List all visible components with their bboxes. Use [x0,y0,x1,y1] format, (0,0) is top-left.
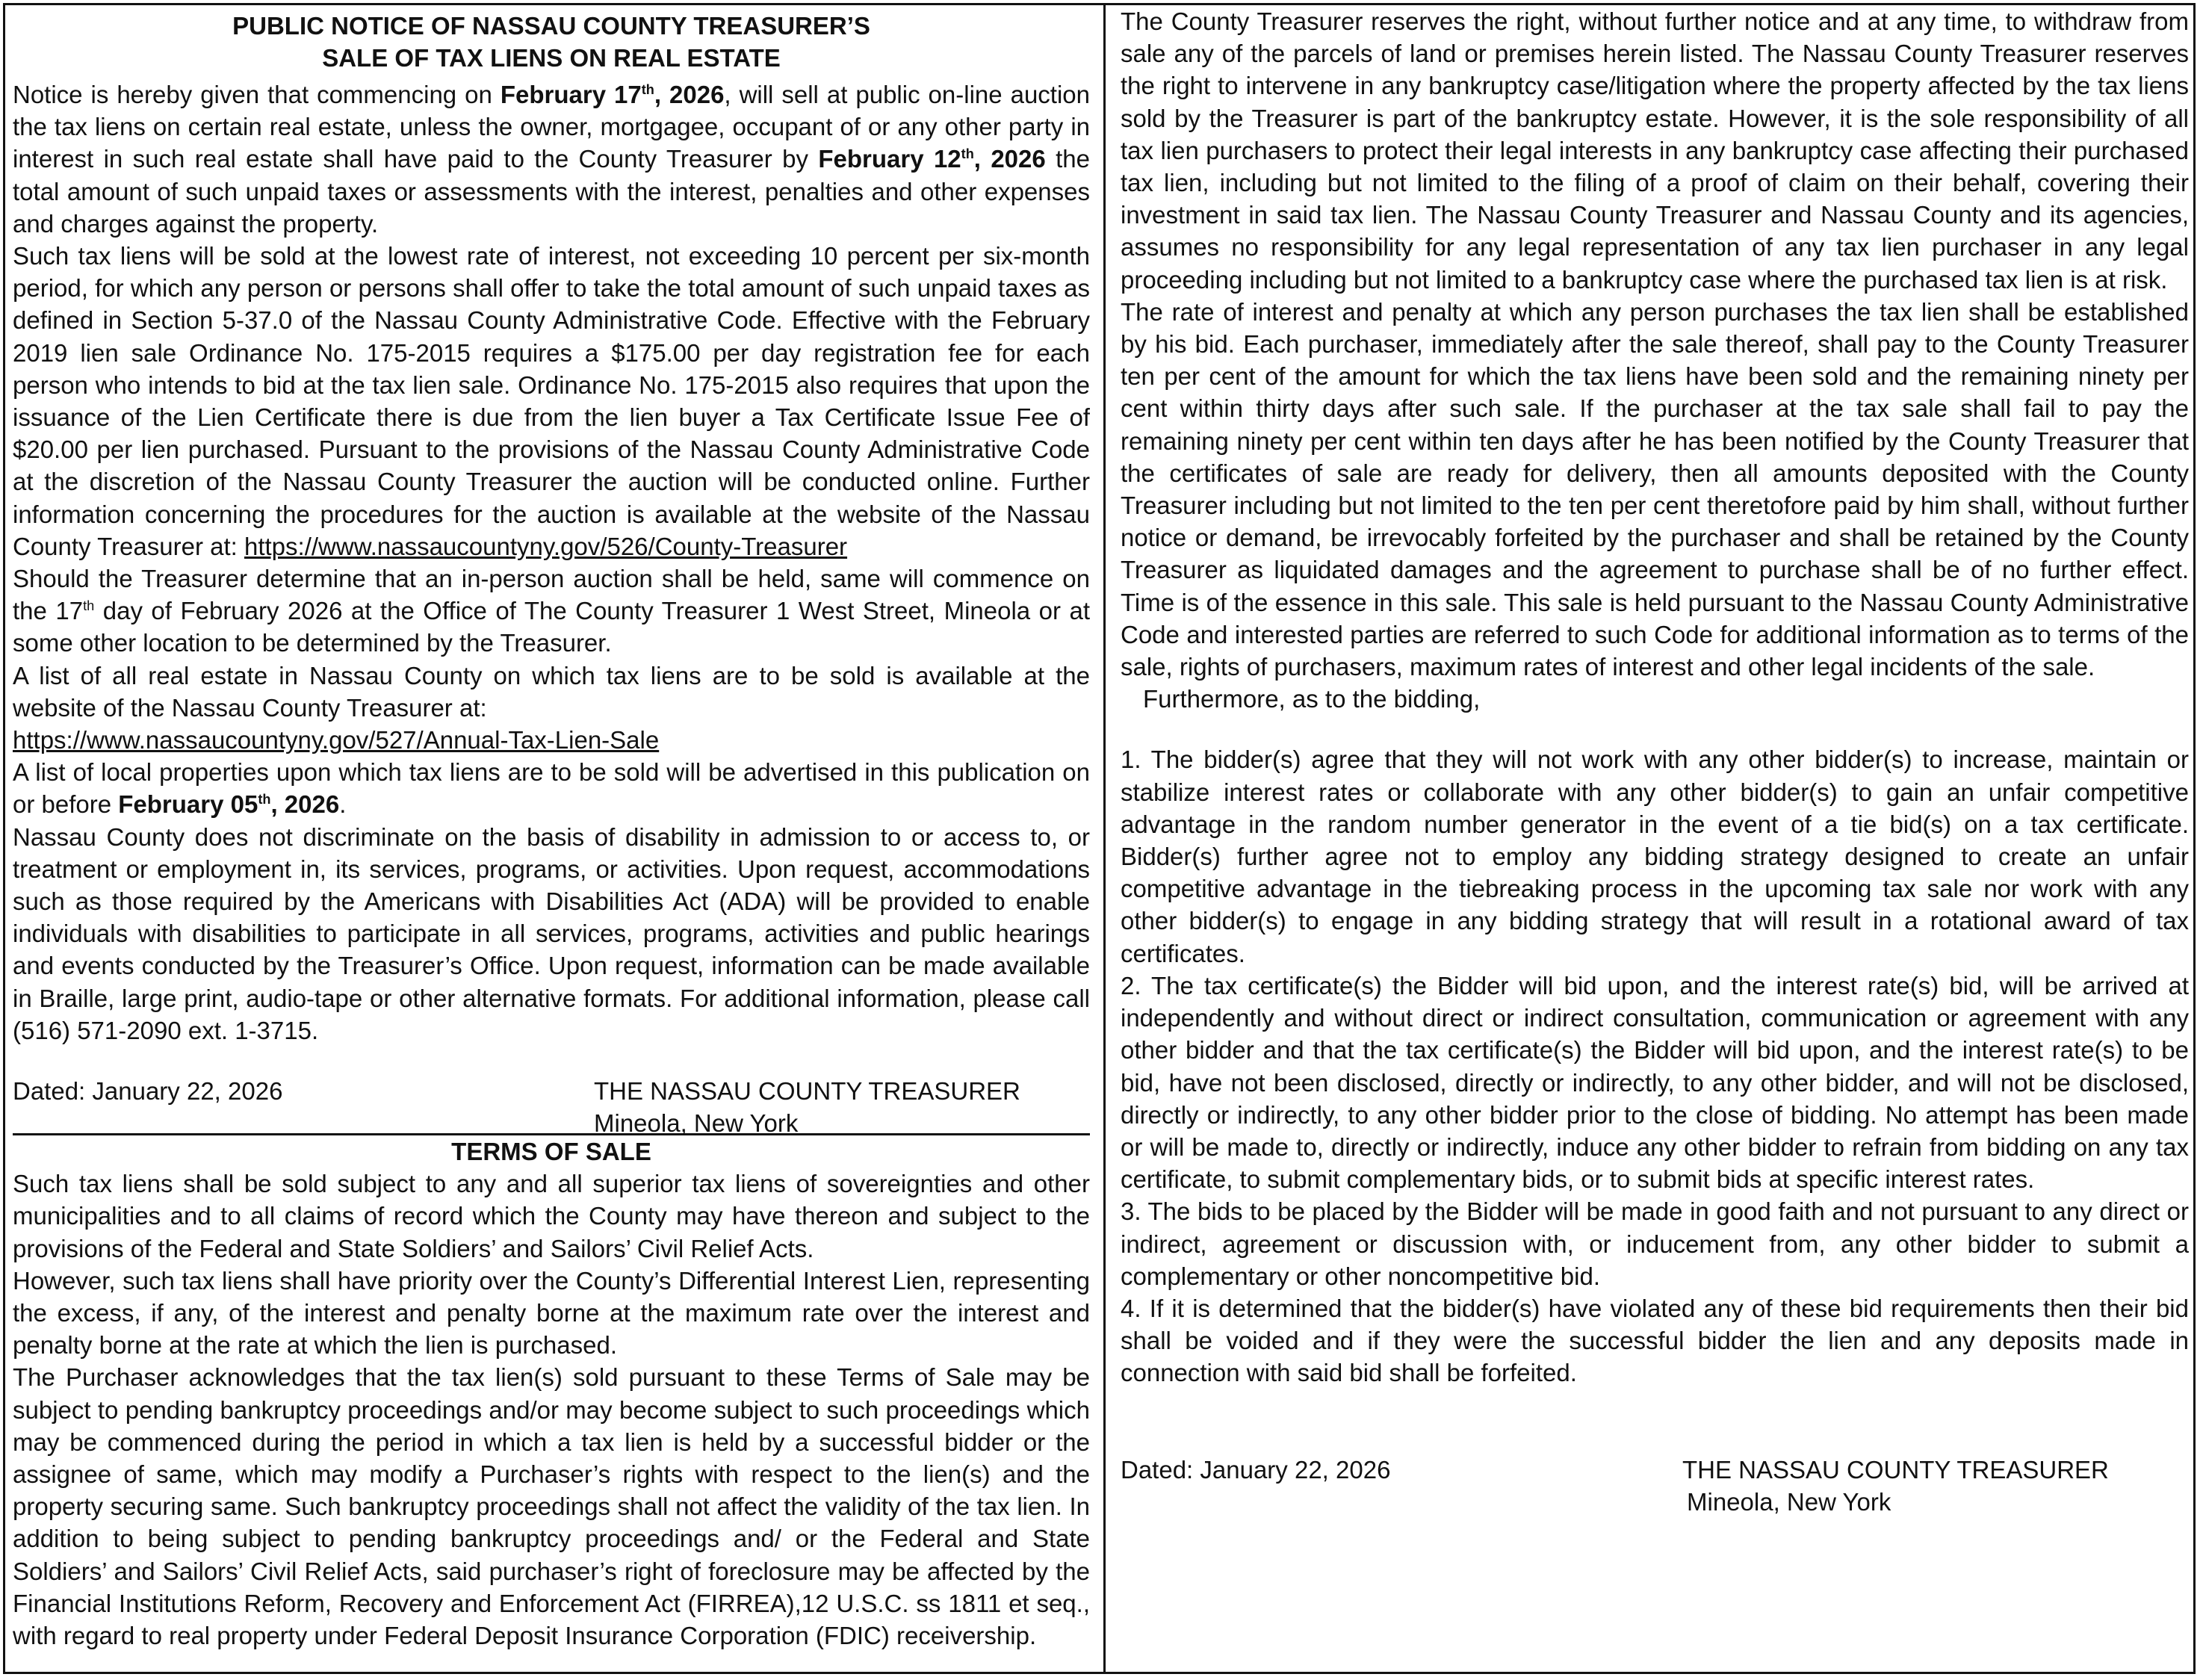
terms-paragraph-4: The County Treasurer reserves the right, without further notice and at any time, to withdraw from sale any of the parcels of land or premises herein listed. The Nassau County Treasurer reserves the right to intervene in any bankruptcy case/litigation where the property affected by the tax liens sold by the Treasurer is part of the bankruptcy estate. However, it is the sole responsibility of all tax lien purchasers to protect their legal interests in any bankruptcy case affecting their purchased tax lien, including but not limited to the filing of a proof of claim on their behalf, covering their investment in said tax lien. The Nassau County Treasurer and Nassau County and its agencies, assumes no responsibility for any legal representation of any tax lien purchaser in any legal proceeding including but not limited to a bankruptcy case where the purchased tax lien is at risk. [1121,7,2189,294]
text: day of February 2026 at the Office of The County Treasurer 1 West Street, Mineola or at some other location to be determined by the Treasurer. [13,597,1090,657]
terms-signer-title: THE NASSAU COUNTY TREASURER [1682,1455,2109,1484]
left-column [13,5,1090,1672]
notice-paragraph-ada: Nassau County does not discriminate on the basis of disability in admission to or access to, or treatment or employment in, its services, programs, or activities. Upon request, accommodations such as those required by the Americans with Disabilities Act (ADA) will be provided to enable individuals with disabilities to participate in all services, programs, activities and public hearings and events conducted by the Treasurer’s Office. Upon request, information can be made available in Braille, large print, audio-tape or other alternative formats. For additional information, please call (516) 571-2090 ext. 1-3715. [13,822,1090,1044]
bid-condition-2: 2. The tax certificate(s) the Bidder will bid upon, and the interest rate(s) bid, will be arrived at independently and without direct or indirect consultation, communication or agreement with any other bidder and that the tax certificate(s) the Bidder will bid upon, and the interest rate(s) to be bid, have not been disclosed, directly or indirectly, to any other bidder, and will not be disclosed, directly or indirectly, to any other bidder prior to the close of bidding. No attempt has been made or will be made to, directly or indirectly, induce any other bidder to refrain from bidding on any tax certificate, to submit complementary bids, or to submit bids at specific interest rates. [1121,971,2189,1194]
terms-paragraph-1: Such tax liens shall be sold subject to any and all superior tax liens of sovereignties and other municipalities and to all claims of record which the County may have thereon and subject to the provisions of the Federal and State Soldiers’ and Sailors’ Civil Relief Acts. [13,1170,1090,1262]
text: , 2026 [270,790,340,819]
terms-signature-block [1121,1454,2189,1516]
notice-signature-block [13,1075,1090,1138]
column-divider [1103,5,1106,1672]
right-column-content [1121,5,2189,1516]
terms-paragraph-2: However, such tax liens shall have priority over the County’s Differential Interest Lien, representing the excess, if any, of the interest and penalty borne at the maximum rate over the interest and penalty borne at the rate at which the lien is purchased. [13,1266,1090,1360]
furthermore-line: Furthermore, as to the bidding, [1143,685,1481,713]
text: February 12 [818,145,961,173]
notice-title-line2: SALE OF TAX LIENS ON REAL ESTATE [322,44,781,72]
bid-condition-1: 1. The bidder(s) agree that they will not work with any other bidder(s) to increase, maintain or stabilize interest rates or collaborate with any other bidder(s) to gain an unfair competitive advantage in the random number generator in the event of a tie bid(s) on a tax certificate. Bidder(s) further agree not to employ any bidding strategy designed to create an unfair competitive advantage in the tiebreaking process in the upcoming tax sale nor work with any other bidder(s) to engage in any bidding strategy that will result in a rotational award of tax certificates. [1121,746,2189,967]
spacer [1121,715,2189,743]
terms-paragraph-3: The Purchaser acknowledges that the tax lien(s) sold pursuant to these Terms of Sale may be subject to pending bankruptcy proceedings and/or may become subject to such proceedings which may be commenced during the period in which a tax lien is held by a successful bidder or the assignee of same, which may modify a Purchaser’s rights with respect to the lien(s) and the property securing same. Such bankruptcy proceedings shall not affect the validity of the tax lien. In addition to being subject to pending bankruptcy proceedings and/ or the Federal and State Soldiers’ and Sailors’ Civil Relief Acts, said purchaser’s right of foreclosure may be affected by the Financial Institutions Reform, Recovery and Enforcement Act (FIRREA),12 U.S.C. ss 1811 et seq., with regard to real property under Federal Deposit Insurance Corporation (FDIC) receivership. [13,1363,1090,1649]
advertise-date [118,790,339,818]
terms-paragraph-5: The rate of interest and penalty at which any person purchases the tax lien shall be established by his bid. Each purchaser, immediately after the sale thereof, shall pay to the County Treasurer ten per cent of the amount for which the tax liens have been sold and the remaining ninety per cent within thirty days after such sale. If the purchaser at the tax sale shall fail to pay the remaining ninety per cent within ten days after he has been notified by the County Treasurer that the certificates of sale are ready for delivery, then all amounts deposited with the County Treasurer including but not limited to the ten per cent theretofore paid by him shall, without further notice or demand, be irrevocably forfeited by the purchaser and shall be retained by the County Treasurer as liquidated damages and the agreement to purchase shall be of no further effect. Time is of the essence in this sale. This sale is held pursuant to the Nassau County Administrative Code and interested parties are referred to such Code for additional information as to terms of the sale, rights of purchasers, maximum rates of interest and other legal incidents of the sale. [1121,297,2189,681]
county-treasurer-link[interactable]: https://www.nassaucountyny.gov/526/County-Treasurer [244,532,848,560]
text: . [339,790,347,819]
text: , will sell at public on-line auction the tax liens on certain real estate, unless the owner, mortgagee, occupant of or any other party in interest in such real estate shall have paid to the County Treasurer by [13,81,1090,173]
notice-paragraph-1 [13,78,1090,240]
text: the total amount of such unpaid taxes or assessments with the interest, penalties and other expenses and charges against the property. [13,145,1090,238]
text: A list of local properties upon which tax liens are to be sold will be advertised in this publication on or before [13,758,1090,819]
text: A list of all real estate in Nassau County on which tax liens are to be sold is available at the website of the Nassau County Treasurer at: [13,661,1090,722]
spacer [1121,1389,2189,1454]
text: February 17 [500,81,642,108]
superscript: th [258,792,271,808]
annual-tax-lien-sale-link[interactable]: https://www.nassaucountyny.gov/527/Annual-Tax-Lien-Sale [13,726,660,754]
sale-start-date [501,81,725,108]
terms-of-sale-heading: TERMS OF SALE [451,1138,651,1166]
payment-deadline-date [818,145,1045,173]
text: , 2026 [654,81,725,108]
notice-signer-location: Mineola, New York [594,1109,799,1138]
notice-signer-title: THE NASSAU COUNTY TREASURER [594,1077,1020,1106]
superscript: th [961,146,974,162]
superscript: th [641,82,654,97]
public-notice-page [3,3,2196,1674]
terms-signer [1682,1454,2109,1518]
superscript: th [83,598,95,614]
text: February 05 [118,790,258,819]
notice-paragraph-4 [13,660,1090,757]
notice-title-line1: PUBLIC NOTICE OF NASSAU COUNTY TREASURER’S [232,12,870,40]
notice-signer [594,1075,1020,1139]
notice-paragraph-5 [13,756,1090,820]
notice-dated: Dated: January 22, 2026 [13,1077,283,1106]
bid-condition-3: 3. The bids to be placed by the Bidder will be made in good faith and not pursuant to any direct or indirect, agreement or discussion with, or inducement from, any other bidder to submit a complementary or other noncompetitive bid. [1121,1197,2189,1290]
text: Such tax liens will be sold at the lowest rate of interest, not exceeding 10 percent per six-month period, for which any person or persons shall offer to take the total amount of such unpaid taxes as defined in Section 5-37.0 of the Nassau County Administrative Code. Effective with the February 2019 lien sale Ordinance No. 175-2015 requires a $175.00 per day registration fee for each person who intends to bid at the tax lien sale. Ordinance No. 175-2015 also requires that upon the issuance of the Lien Certificate there is due from the lien buyer a Tax Certificate Issue Fee of $20.00 per lien purchased. Pursuant to the provisions of the Nassau County Administrative Code at the discretion of the Nassau County Treasurer the auction will be conducted online. Further information concerning the procedures for the auction is available at the website of the Nassau County Treasurer at: [13,242,1090,560]
text: Notice is hereby given that commencing on [13,81,501,108]
notice-paragraph-2 [13,240,1090,562]
text: , 2026 [973,145,1046,173]
terms-dated: Dated: January 22, 2026 [1121,1455,1391,1484]
bid-condition-4: 4. If it is determined that the bidder(s) have violated any of these bid requirements then their bid shall be voided and if they were the successful bidder the lien and any deposits made in connection with said bid shall be forfeited. [1121,1294,2189,1387]
right-column [1121,5,2189,1672]
terms-signer-location: Mineola, New York [1687,1487,1891,1516]
notice-paragraph-3 [13,562,1090,660]
text: Should the Treasurer determine that an in-person auction shall be held, same will commence on the 17 [13,565,1090,625]
spacer [13,1047,1090,1075]
